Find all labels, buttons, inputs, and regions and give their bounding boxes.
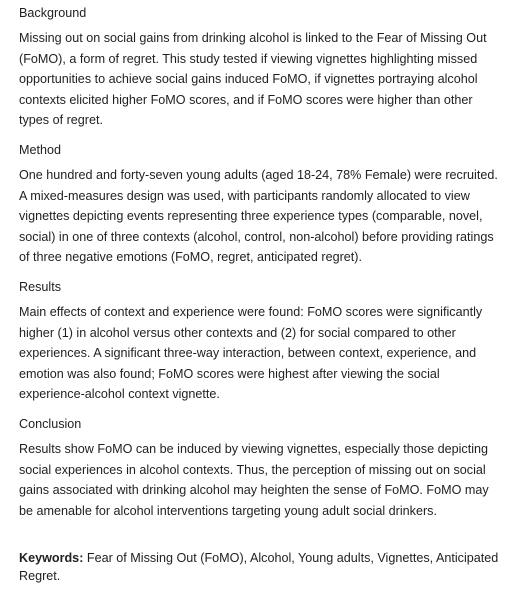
section-results	[19, 278, 503, 405]
section-heading: Results	[19, 279, 61, 294]
section-background	[19, 4, 503, 131]
section-heading: Background	[19, 6, 87, 20]
section-heading: Method	[19, 142, 62, 157]
section-paragraph: Results show FoMO can be induced by viewing vignettes, especially those depicting social experiences in alcohol contexts. Thus, the perception of missing out on social gains associated with drinking alcohol may heighten the sense of FoMO. FoMO may be amenable for alcohol interventions targeting young adult social drinkers.	[19, 441, 489, 518]
abstract	[19, 4, 503, 583]
section-conclusion	[19, 415, 503, 521]
keywords-text: Fear of Missing Out (FoMO), Alcohol, Young adults, Vignettes, Anticipated Regret.	[19, 551, 499, 583]
section-paragraph: Main effects of context and experience were found: FoMO scores were significantly higher (1) in alcohol versus other contexts and (2) for social compared to other experiences. A significant three-way interaction, between context, experience, and emotion was also found; FoMO scores were highest after viewing the social experience-alcohol context vignette.	[19, 304, 483, 402]
section-paragraph: Missing out on social gains from drinking alcohol is linked to the Fear of Missing Out (FoMO), a form of regret. This study tested if viewing vignettes highlighting missed opportunities to achieve social gains induced FoMO, if vignettes portraying alcohol contexts elicited higher FoMO scores, and if FoMO scores were higher than other types of regret.	[19, 31, 487, 128]
section-method	[19, 141, 503, 268]
section-paragraph: One hundred and forty-seven young adults (aged 18-24, 78% Female) were recruited. A mixed-measures design was used, with participants randomly allocated to view vignettes depicting events representing three experience types (comparable, novel, social) in one of three contexts (alcohol, control, non-alcohol) before providing ratings of three negative emotions (FoMO, regret, anticipated regret).	[19, 167, 498, 265]
keywords-label: Keywords:	[19, 551, 84, 565]
section-heading: Conclusion	[19, 416, 82, 431]
keywords	[19, 549, 503, 585]
